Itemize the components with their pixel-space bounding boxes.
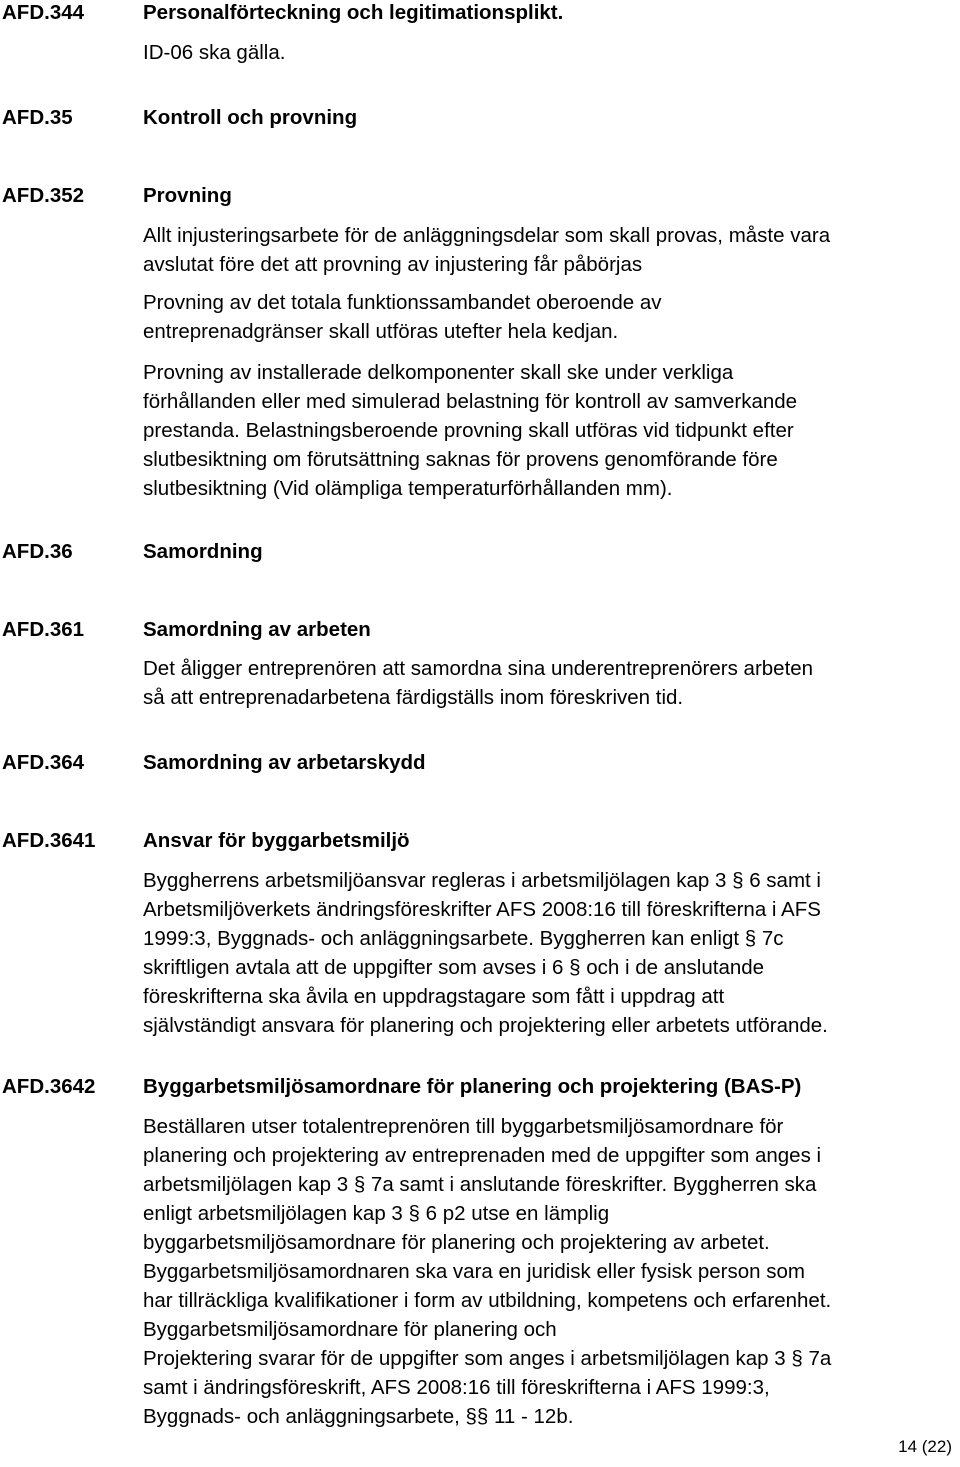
text-line: Beställaren utser totalentreprenören till byggarbetsmiljösamordnare för xyxy=(143,1115,784,1138)
text-line: Byggarbetsmiljösamordnare för planering och xyxy=(143,1318,557,1341)
paragraph-afd3642 xyxy=(143,1112,958,1431)
text-line: 1999:3, Byggnads- och anläggningsarbete. Byggherren kan enligt § 7c xyxy=(143,927,784,950)
text-line: slutbesiktning om förutsättning saknas för provens genomförande före xyxy=(143,448,778,471)
text-line: entreprenadgränser skall utföras utefter hela kedjan. xyxy=(143,320,619,343)
text-line: Byggherrens arbetsmiljöansvar regleras i arbetsmiljölagen kap 3 § 6 samt i xyxy=(143,869,821,892)
paragraph-afd352-a xyxy=(143,221,958,279)
text-line: enligt arbetsmiljölagen kap 3 § 6 p2 utse en lämplig xyxy=(143,1202,610,1225)
text-line: så att entreprenadarbetena färdigställs inom föreskriven tid. xyxy=(143,686,684,709)
paragraph-afd352-b xyxy=(143,288,958,346)
text-line: föreskrifterna ska åvila en uppdragstagare som fått i uppdrag att xyxy=(143,985,725,1008)
text-line: avslutat före det att provning av injustering får påbörjas xyxy=(143,253,643,276)
text-line: ID-06 ska gälla. xyxy=(143,41,286,64)
paragraph-afd344 xyxy=(143,38,958,67)
text-line: prestanda. Belastningsberoende provning skall utföras vid tidpunkt efter xyxy=(143,419,794,442)
paragraph-afd361 xyxy=(143,654,958,712)
section-heading: Kontroll och provning xyxy=(143,106,358,129)
text-line: Arbetsmiljöverkets ändringsföreskrifter AFS 2008:16 till föreskrifterna i AFS xyxy=(143,898,821,921)
section-code: AFD.361 xyxy=(2,618,85,641)
page-number: 14 (22) xyxy=(898,1437,952,1456)
text-line: Byggarbetsmiljösamordnaren ska vara en juridisk eller fysisk person som xyxy=(143,1260,805,1283)
section-heading: Byggarbetsmiljösamordnare för planering och projektering (BAS-P) xyxy=(143,1075,802,1098)
section-code: AFD.36 xyxy=(2,540,73,563)
section-code: AFD.3641 xyxy=(2,829,96,852)
section-heading: Ansvar för byggarbetsmiljö xyxy=(143,829,410,852)
text-line: slutbesiktning (Vid olämpliga temperaturförhållanden mm). xyxy=(143,477,673,500)
section-heading: Samordning xyxy=(143,540,263,563)
text-line: Det åligger entreprenören att samordna sina underentreprenörers arbeten xyxy=(143,657,814,680)
section-code: AFD.364 xyxy=(2,751,85,774)
text-line: Provning av det totala funktionssambandet oberoende av xyxy=(143,291,662,314)
paragraph-afd352-c xyxy=(143,358,958,503)
text-line: skriftligen avtala att de uppgifter som avses i 6 § och i de anslutande xyxy=(143,956,765,979)
section-code: AFD.35 xyxy=(2,106,73,129)
text-line: samt i ändringsföreskrift, AFS 2008:16 till föreskrifterna i AFS 1999:3, xyxy=(143,1376,770,1399)
text-line: byggarbetsmiljösamordnare för planering och projektering av arbetet. xyxy=(143,1231,770,1254)
section-code: AFD.3642 xyxy=(2,1075,96,1098)
text-line: arbetsmiljölagen kap 3 § 7a samt i anslutande föreskrifter. Byggherren ska xyxy=(143,1173,817,1196)
section-code: AFD.352 xyxy=(2,184,85,207)
section-heading: Samordning av arbetarskydd xyxy=(143,751,426,774)
section-code: AFD.344 xyxy=(2,1,85,24)
text-line: Provning av installerade delkomponenter skall ske under verkliga xyxy=(143,361,734,384)
text-line: Byggnads- och anläggningsarbete, §§ 11 - 12b. xyxy=(143,1405,574,1428)
section-heading: Provning xyxy=(143,184,232,207)
text-line: har tillräckliga kvalifikationer i form av utbildning, kompetens och erfarenhet. xyxy=(143,1289,832,1312)
section-heading: Personalförteckning och legitimationsplikt. xyxy=(143,1,564,24)
text-line: Allt injusteringsarbete för de anläggningsdelar som skall provas, måste vara xyxy=(143,224,831,247)
paragraph-afd3641 xyxy=(143,866,958,1040)
text-line: planering och projektering av entreprenaden med de uppgifter som anges i xyxy=(143,1144,822,1167)
text-line: självständigt ansvara för planering och projektering eller arbetets utförande. xyxy=(143,1014,828,1037)
text-line: Projektering svarar för de uppgifter som anges i arbetsmiljölagen kap 3 § 7a xyxy=(143,1347,832,1370)
section-heading: Samordning av arbeten xyxy=(143,618,371,641)
text-line: förhållanden eller med simulerad belastning för kontroll av samverkande xyxy=(143,390,798,413)
